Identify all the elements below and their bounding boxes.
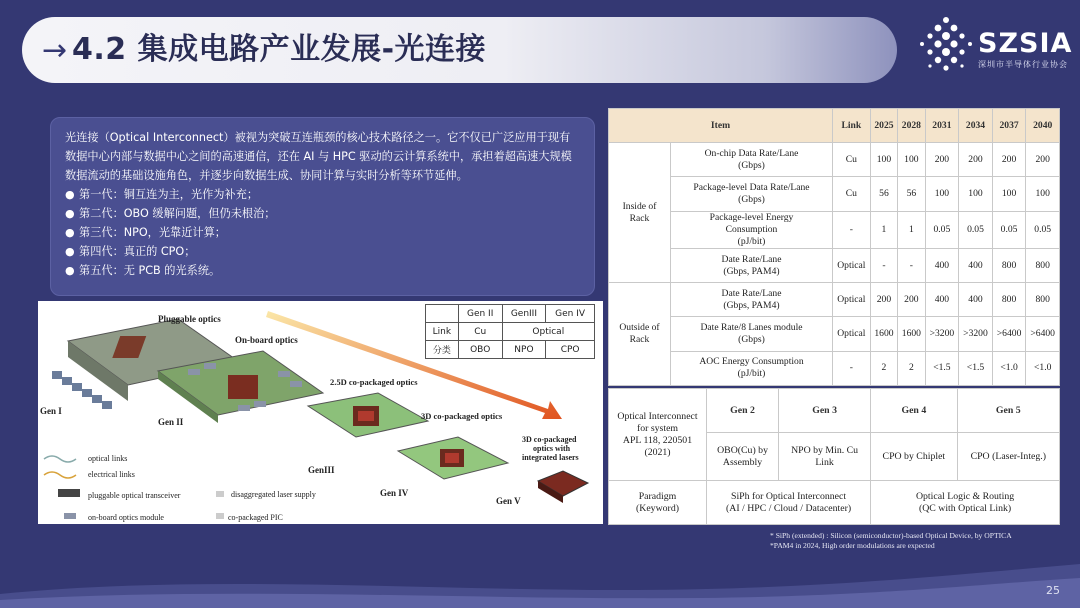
item-line: Package-level Energy [709,211,794,223]
link-cell: Optical [833,248,871,282]
value-cell: 1 [870,211,897,248]
table-header: 2034 [959,109,993,143]
table-cell [779,433,871,481]
value-cell: 200 [1026,143,1060,177]
table-cell [957,433,1059,481]
table-cell [609,481,707,525]
table-cell [871,481,1060,525]
value-cell: 1 [898,211,925,248]
item-line: Date Rate/Lane [721,287,782,299]
optical-link-icon [44,456,76,462]
value-cell: 800 [1026,283,1060,317]
value-cell: 0.05 [925,211,959,248]
cell-line: (Keyword) [636,502,679,514]
gen4-board [398,437,508,479]
value-cell: 2 [870,351,897,385]
electrical-link-icon [44,472,76,478]
table-header: Gen 3 [779,389,871,433]
label-cpo3-lasers-3: integrated lasers [522,453,579,462]
bullet-icon: ● [65,226,75,239]
link-cell: - [833,351,871,385]
value-cell: - [870,248,897,282]
generations-title-cell [609,389,707,481]
table-header: 2037 [992,109,1026,143]
bullet-text: 第四代：真正的 CPO； [79,245,196,258]
link-cell: Optical [833,283,871,317]
footnotes [770,531,1070,551]
title-bar [22,17,897,83]
bullet-text: 第二代：OBO 缓解问题，但仍未根治； [79,207,276,220]
value-cell: >6400 [1026,317,1060,351]
value-cell: 800 [1026,248,1060,282]
item-line: Package-level Data Rate/Lane [693,182,810,194]
gen5-chip [538,471,588,503]
link-cell: Cu [833,143,871,177]
label-cpo3-lasers-2: optics with [533,444,571,453]
legend-laser: disaggregated laser supply [231,490,316,499]
bullet-icon: ● [65,188,75,201]
logo-mark-icon [918,14,974,76]
logo-text: SZSIA [978,28,1073,59]
table-row [609,143,1060,177]
label-onboard: On-board optics [235,335,298,345]
item-line: (Gbps, PAM4) [723,265,780,277]
item-line: (Gbps) [738,194,765,206]
table-header: 2025 [870,109,897,143]
item-cell [671,351,833,385]
table-header: 2031 [925,109,959,143]
table-cell: OBO [458,341,502,359]
obo-module-icon [64,513,76,519]
list-item [65,242,580,261]
item-cell [671,143,833,177]
list-item [65,261,580,280]
label-gen3: GenIII [308,465,335,475]
item-cell [671,317,833,351]
value-cell: <1.5 [925,351,959,385]
link-cell: Optical [833,317,871,351]
value-cell: 1600 [870,317,897,351]
footnote: * SiPh (extended) : Silicon (semiconductor)-based Optical Device, by OPTICA [770,531,1012,540]
transceiver-icon [58,489,80,497]
table-header: Gen IV [546,305,595,323]
label-cpo25: 2.5D co-packaged optics [330,377,418,387]
table-cell: 分类 [426,341,459,359]
gen-link-table [425,304,595,359]
label-cpo3: 3D co-packaged optics [421,411,503,421]
value-cell: >3200 [959,317,993,351]
item-line: (pJ/bit) [737,368,766,380]
table-cell: Optical [502,323,594,341]
value-cell: <1.0 [1026,351,1060,385]
bullet-text: 第一代：铜互连为主，光作为补充； [79,188,259,201]
item-line: (Gbps) [738,159,765,171]
footer-wave [0,560,1080,608]
value-cell: 400 [925,283,959,317]
table-header: GenIII [502,305,546,323]
item-line: (Gbps, PAM4) [723,299,780,311]
bullet-icon: ● [65,264,75,277]
group-label-line: Rack [629,212,650,224]
value-cell: 100 [992,177,1026,211]
table-header [426,305,459,323]
gen3-board [308,393,428,437]
cell-line: Optical Logic & Routing [915,490,1015,502]
value-cell: 56 [898,177,925,211]
table-row [609,211,1060,248]
table-header: Gen 4 [871,389,957,433]
value-cell: 200 [870,283,897,317]
table-header: 2040 [1026,109,1060,143]
table-cell: Cu [458,323,502,341]
logo [918,14,1078,80]
table-row [609,283,1060,317]
label-gen1: Gen I [40,406,62,416]
generations-title: for system [636,422,679,434]
table-row [609,351,1060,385]
item-line: Consumption [725,223,778,235]
table-header: Item [609,109,833,143]
cell-line: (AI / HPC / Cloud / Datacenter) [725,502,852,514]
group-label [609,143,671,283]
cell-line: OBO(Cu) by [717,444,768,456]
item-cell [671,283,833,317]
item-line: AOC Energy Consumption [699,356,804,368]
value-cell: 200 [925,143,959,177]
generations-title: APL 118, 220501 [622,434,693,446]
legend-pic: co-packaged PIC [228,513,283,522]
cell-line: CPO (Laser-Integ.) [970,450,1046,462]
cell-line: SiPh for Optical Interconnect [731,490,847,502]
label-cpo3-lasers: 3D co-packaged [522,435,577,444]
table-row [609,177,1060,211]
group-label-line: Outside of [619,322,660,334]
generations-table [608,388,1060,525]
table-cell: CPO [546,341,595,359]
roadmap-table [608,108,1060,386]
value-cell: 800 [992,283,1026,317]
value-cell: 400 [959,283,993,317]
value-cell: 100 [870,143,897,177]
legend-onboard: on-board optics module [88,513,164,522]
item-cell [671,211,833,248]
legend-pluggable: pluggable optical transceiver [88,491,181,500]
value-cell: 400 [959,248,993,282]
value-cell: 0.05 [992,211,1026,248]
logo-subtitle: 深圳市半导体行业协会 [978,60,1068,69]
value-cell: 56 [870,177,897,211]
intro-box [50,117,595,296]
table-header: 2028 [898,109,925,143]
table-header: Gen 5 [957,389,1059,433]
legend-electrical: electrical links [88,470,135,479]
table-cell: NPO [502,341,546,359]
cell-line: NPO by Min. Cu [791,444,859,456]
item-line: On-chip Data Rate/Lane [704,147,799,159]
intro-paragraph: 光连接（Optical Interconnect）被视为突破互连瓶颈的核心技术路径之一。它不仅已广泛应用于现有数据中心内部与数据中心之间的高速通信，还在 AI 与 HPC 驱动的云计算系统中，承担着超高速大规模数据流动的基础设施角色，并逐步向数据生成、协同计算与实时分析等环节延伸。 [65,131,572,182]
link-cell: - [833,211,871,248]
value-cell: - [898,248,925,282]
group-label-line: Inside of [622,200,657,212]
table-cell: Link [426,323,459,341]
value-cell: 100 [898,143,925,177]
cell-line: Paradigm [638,490,677,502]
value-cell: 2 [898,351,925,385]
label-gen5: Gen V [496,496,521,506]
label-pluggable: Pluggable optics [158,314,221,324]
label-gen2: Gen II [158,417,184,427]
value-cell: 1600 [898,317,925,351]
cell-line: Assembly [722,456,763,468]
list-item [65,185,580,204]
legend [44,454,316,522]
bullet-icon: ● [65,245,75,258]
value-cell: 400 [925,248,959,282]
table-cell [707,481,871,525]
generations-title: Optical Interconnect [617,410,698,422]
bullet-icon: ● [65,207,75,220]
value-cell: 800 [992,248,1026,282]
cell-line: CPO by Chiplet [882,450,946,462]
label-gen4: Gen IV [380,488,409,498]
table-header: Gen II [458,305,502,323]
pic-icon [216,513,224,519]
value-cell: 0.05 [959,211,993,248]
table-header: Gen 2 [707,389,779,433]
value-cell: >3200 [925,317,959,351]
value-cell: 0.05 [1026,211,1060,248]
page-number: 25 [1046,584,1060,597]
table-cell [707,433,779,481]
list-item [65,223,580,242]
footnote: *PAM4 in 2024, High order modulations are expected [770,541,935,550]
cell-line: (QC with Optical Link) [918,502,1012,514]
link-cell: Cu [833,177,871,211]
page-title: 4.2 集成电路产业发展-光连接 [72,32,487,67]
value-cell: 100 [959,177,993,211]
group-label-line: Rack [629,334,650,346]
value-cell: 100 [1026,177,1060,211]
table-row [609,317,1060,351]
table-row [609,248,1060,282]
cell-line: Link [815,456,834,468]
value-cell: 200 [898,283,925,317]
bullet-text: 第五代：无 PCB 的光系统。 [79,264,221,277]
table-cell [871,433,957,481]
generations-title: (2021) [644,446,671,458]
item-line: Date Rate/Lane [721,253,782,265]
group-label [609,283,671,386]
value-cell: 100 [925,177,959,211]
value-cell: <1.0 [992,351,1026,385]
item-line: Date Rate/8 Lanes module [700,322,803,334]
legend-optical: optical links [88,454,128,463]
value-cell: >6400 [992,317,1026,351]
list-item [65,204,580,223]
bullet-text: 第三代：NPO，光靠近计算； [79,226,226,239]
item-cell [671,248,833,282]
value-cell: 200 [959,143,993,177]
item-cell [671,177,833,211]
laser-supply-icon [216,491,224,497]
item-line: (pJ/bit) [737,235,766,247]
value-cell: 200 [992,143,1026,177]
value-cell: <1.5 [959,351,993,385]
item-line: (Gbps) [738,334,765,346]
arrow-right-icon: → [42,33,68,68]
table-header: Link [833,109,871,143]
